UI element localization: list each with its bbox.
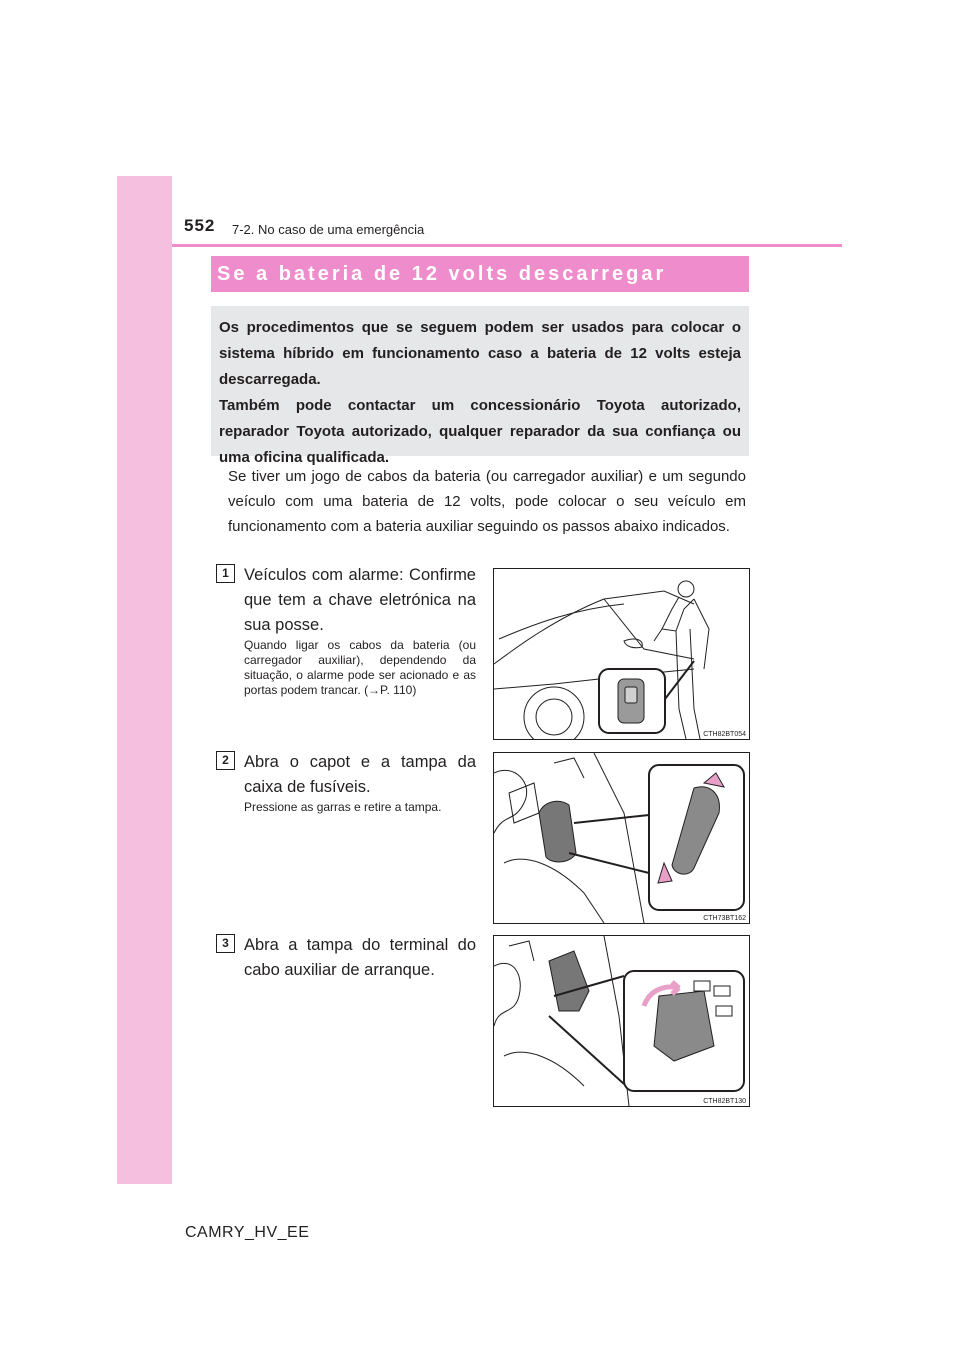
engine-bay-fuse-box-illustration <box>494 753 749 923</box>
step-2-note: Pressione as garras e retire a tampa. <box>244 800 442 814</box>
figure-jump-terminal <box>493 935 750 1107</box>
step-3-text: Abra a tampa do terminal do cabo auxiliar de arranque. <box>244 936 476 979</box>
header-divider <box>172 244 842 247</box>
chapter-sidebar-tab <box>117 176 172 1184</box>
step-1-text: Veículos com alarme: Confirme que tem a chave eletrónica na sua posse. <box>244 566 476 634</box>
figure-code: CTH82BT130 <box>703 1098 746 1105</box>
page-title: Se a bateria de 12 volts descarregar <box>211 256 749 292</box>
jump-start-terminal-illustration <box>494 936 749 1106</box>
step-1-note: Quando ligar os cabos da bateria (ou carregador auxiliar), dependendo da situação, o alarme pode ser acionado e as portas podem trancar. (→P. 110) <box>244 638 476 697</box>
section-heading: 7-2. No caso de uma emergência <box>232 222 425 237</box>
figure-fuse-box <box>493 752 750 924</box>
figure-code: CTH82BT054 <box>703 731 746 738</box>
figure-code: CTH73BT162 <box>703 915 746 922</box>
step-1-number: 1 <box>216 564 235 583</box>
body-paragraph: Se tiver um jogo de cabos da bateria (ou carregador auxiliar) e um segundo veículo com uma bateria de 12 volts, pode colocar o seu veículo em funcionamento com a bateria auxiliar seguindo os passos abaixo indicados. <box>228 468 746 535</box>
figure-electronic-key <box>493 568 750 740</box>
intro-paragraph-2: Também pode contactar um concessionário Toyota autorizado, reparador Toyota autorizado, qualquer reparador da sua confiança ou uma oficina qualificada. <box>219 397 741 466</box>
step-2-number: 2 <box>216 751 235 770</box>
page-number: 552 <box>184 216 216 235</box>
car-door-key-illustration <box>494 569 749 739</box>
step-3-number: 3 <box>216 934 235 953</box>
step-2-text: Abra o capot e a tampa da caixa de fusíveis. <box>244 753 476 796</box>
footer-document-code: CAMRY_HV_EE <box>185 1224 310 1241</box>
intro-box <box>211 306 749 466</box>
intro-paragraph-1: Os procedimentos que se seguem podem ser usados para colocar o sistema híbrido em funcionamento caso a bateria de 12 volts esteja descarregada. <box>219 319 741 388</box>
